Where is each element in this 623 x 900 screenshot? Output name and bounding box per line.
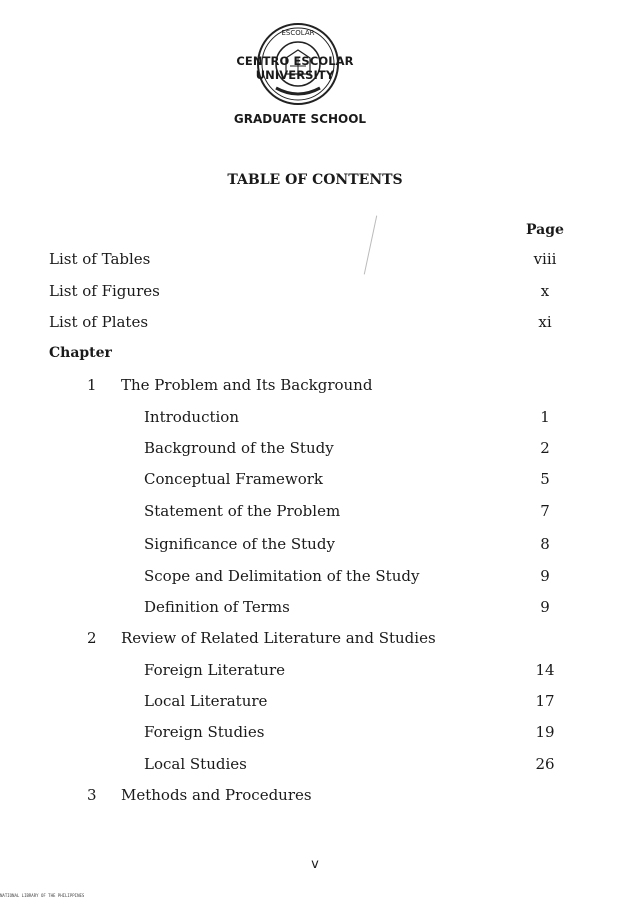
toc-entry[interactable] xyxy=(0,723,623,745)
toc-entry-label: List of Plates xyxy=(49,313,149,331)
toc-entry-page: 8 xyxy=(540,535,550,553)
chapter-title: Review of Related Literature and Studies xyxy=(121,629,436,647)
toc-entry[interactable] xyxy=(0,250,623,272)
toc-entry-page: 26 xyxy=(535,755,555,773)
toc-entry-page: 9 xyxy=(540,567,550,585)
toc-entry-page: 19 xyxy=(535,723,555,741)
toc-entry-page: xi xyxy=(538,313,552,331)
toc-entry-label: Local Literature xyxy=(144,692,268,710)
chapter-title: Methods and Procedures xyxy=(121,786,312,804)
toc-entry-page: 7 xyxy=(540,502,550,520)
toc-entry[interactable] xyxy=(0,439,623,461)
toc-entry[interactable] xyxy=(0,692,623,714)
toc-entry[interactable] xyxy=(0,661,623,683)
toc-chapter[interactable] xyxy=(0,629,623,651)
toc-entry[interactable] xyxy=(0,313,623,335)
toc-entry[interactable] xyxy=(0,502,623,524)
page-title: TABLE OF CONTENTS xyxy=(227,172,403,188)
toc-entry-page: 2 xyxy=(540,439,550,457)
toc-entry[interactable] xyxy=(0,567,623,589)
toc-entry-label: List of Figures xyxy=(49,282,160,300)
toc-entry-page: x xyxy=(540,282,550,300)
toc-entry-page: 14 xyxy=(535,661,555,679)
toc-entry-page: 9 xyxy=(540,598,550,616)
toc-entry-page: 5 xyxy=(540,470,550,488)
toc-entry-page: viii xyxy=(533,250,557,268)
toc-entry-label: Local Studies xyxy=(144,755,247,773)
toc-entry-label: Scope and Delimitation of the Study xyxy=(144,567,420,585)
toc-entry-label: Definition of Terms xyxy=(144,598,290,616)
toc-entry-label: Conceptual Framework xyxy=(144,470,323,488)
chapter-number: 3 xyxy=(87,786,97,804)
svg-text:ESCOLAR: ESCOLAR xyxy=(281,29,315,37)
chapter-number: 2 xyxy=(87,629,97,647)
toc-chapter[interactable] xyxy=(0,376,623,398)
toc-entry-label: Significance of the Study xyxy=(144,535,335,553)
university-name: CENTRO ESCOLAR UNIVERSITY xyxy=(236,54,354,82)
toc-entry-label: Background of the Study xyxy=(144,439,334,457)
toc-entry[interactable] xyxy=(0,408,623,430)
school-name: GRADUATE SCHOOL xyxy=(233,112,367,126)
toc-entry[interactable] xyxy=(0,755,623,777)
toc-entry-label: Foreign Literature xyxy=(144,661,286,679)
page-column-header: Page xyxy=(526,222,564,238)
toc-entry[interactable] xyxy=(0,535,623,557)
toc-entry-label: Introduction xyxy=(144,408,239,426)
chapter-title: The Problem and Its Background xyxy=(121,376,373,394)
toc-entry-label: List of Tables xyxy=(49,250,151,268)
toc-entry-label: Foreign Studies xyxy=(144,723,265,741)
toc-entry-page: 17 xyxy=(535,692,555,710)
toc-entry[interactable] xyxy=(0,598,623,620)
toc-entry-page: 1 xyxy=(540,408,550,426)
toc-entry[interactable] xyxy=(0,470,623,492)
chapter-heading: Chapter xyxy=(49,345,112,361)
chapter-number: 1 xyxy=(87,376,97,394)
toc-entry[interactable] xyxy=(0,282,623,304)
document-header xyxy=(0,0,623,140)
toc-entry-label: Statement of the Problem xyxy=(144,502,341,520)
toc-chapter[interactable] xyxy=(0,786,623,808)
scan-identifier: NATIONAL LIBRARY OF THE PHILIPPINES xyxy=(0,893,85,898)
page-number: v xyxy=(311,857,319,872)
